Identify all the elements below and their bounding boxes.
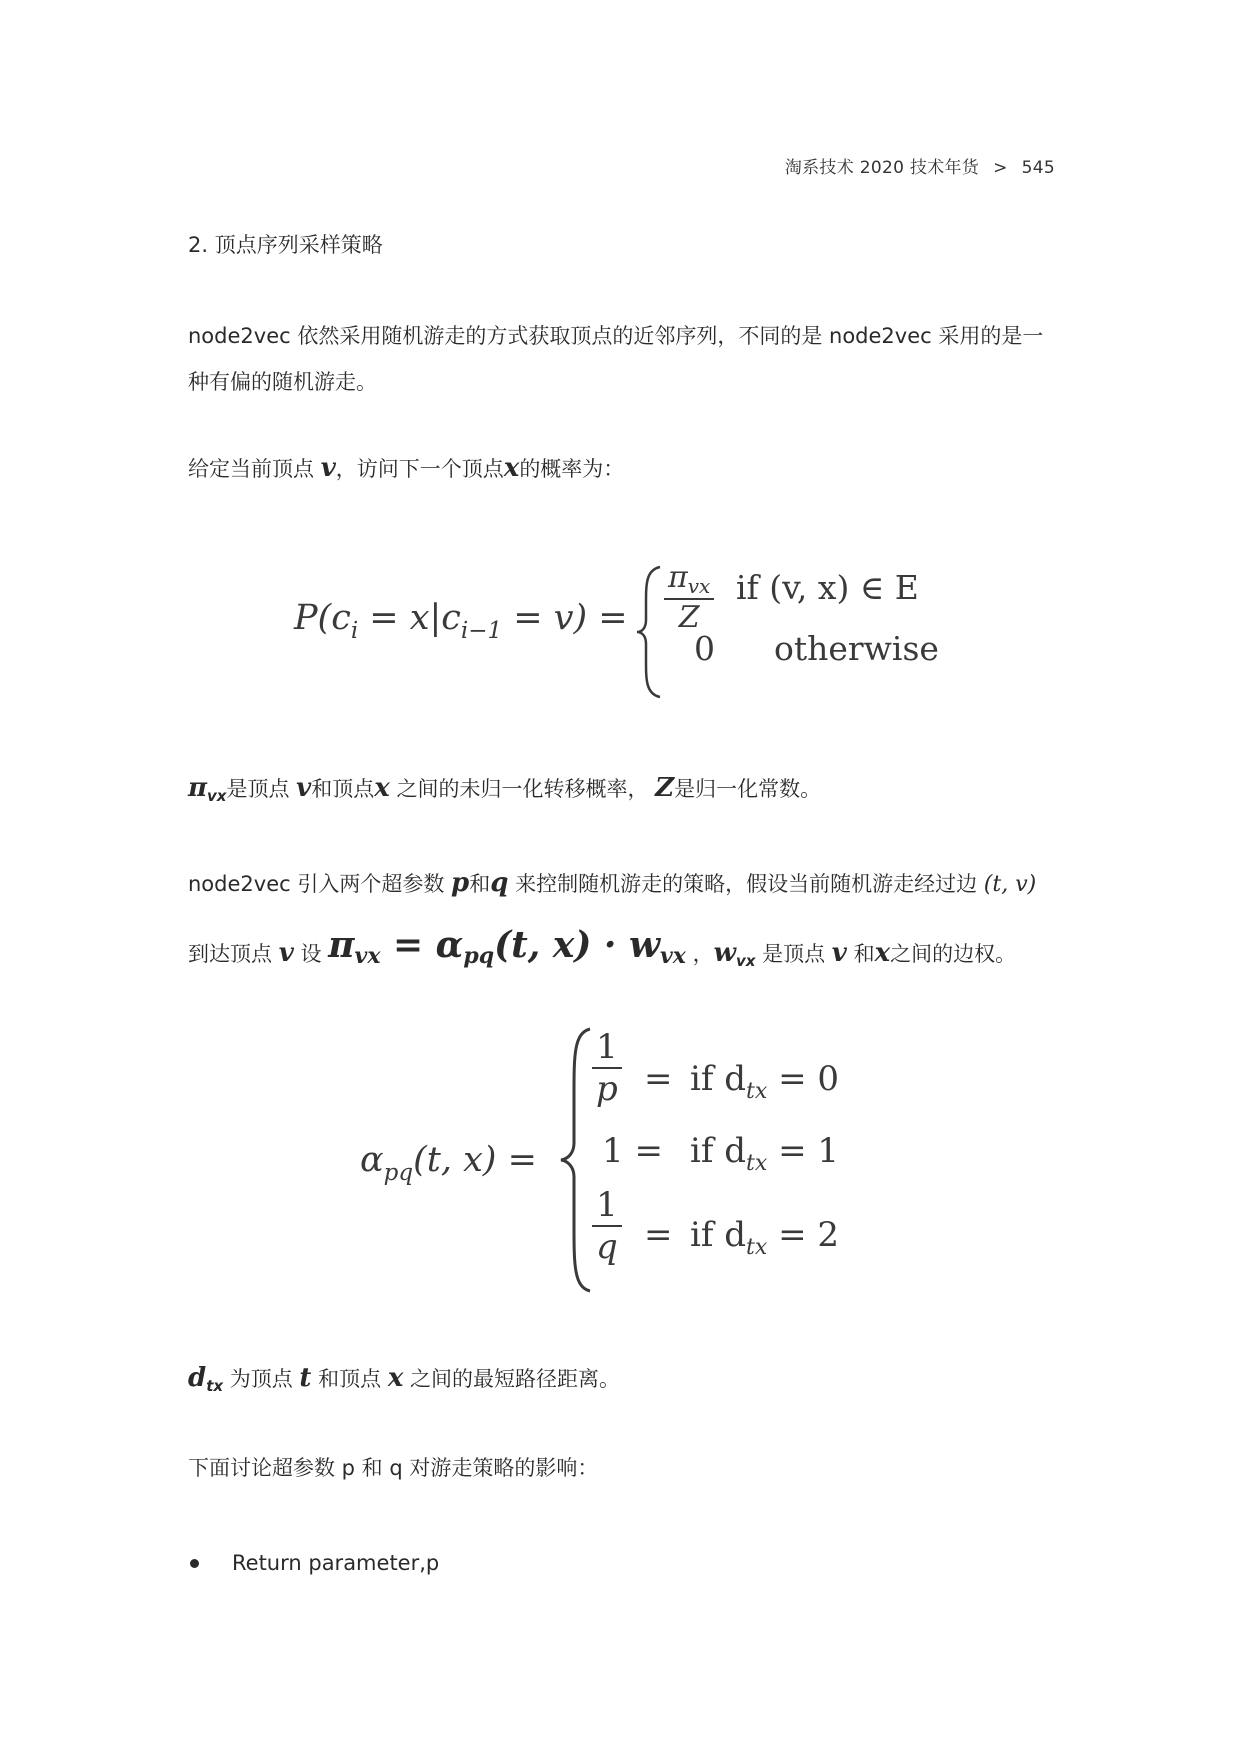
eq1-frac-num: [664, 560, 714, 600]
eq2-lhs-args: (t, x) =: [413, 1140, 537, 1180]
eq2-r3-end: = 2: [778, 1215, 840, 1255]
header-separator: >: [993, 158, 1008, 178]
eq2-row2-cond: [690, 1131, 839, 1176]
intro-line-2: 种有偏的随机游走。: [188, 370, 377, 394]
hyper-l2-t2: 设: [300, 942, 322, 966]
eq1-lhs-end: = v) =: [502, 598, 628, 638]
page-header: [785, 153, 1055, 178]
page-number: 545: [1021, 158, 1055, 178]
equation-transition-probability: [294, 560, 954, 700]
var-v: v: [320, 453, 336, 483]
eq2-r3-num: 1: [592, 1185, 622, 1227]
header-title: 淘系技术 2020 技术年货: [784, 158, 980, 178]
hyper-l2-comma: ，: [692, 942, 714, 966]
given-sentence: [188, 445, 624, 492]
dtx-x: x: [387, 1363, 404, 1393]
eq2-r1-sub: tx: [746, 1079, 768, 1104]
pi-desc-v: v: [296, 773, 312, 803]
hyper-l2-x: x: [874, 938, 891, 968]
dtx-t: t: [299, 1363, 312, 1393]
eq1-lhs-mid: = x|c: [358, 598, 461, 638]
hyper-t2: 和: [469, 872, 491, 896]
hyper-edge: (t, v): [983, 872, 1037, 897]
hyper-l2-t3: 是顶点: [762, 942, 826, 966]
pi-symbol: π: [188, 773, 208, 803]
eq2-r1-if: if d: [690, 1059, 747, 1099]
eq2-row3-frac: [592, 1185, 622, 1267]
discussion-sentence: 下面讨论超参数 p 和 q 对游走策略的影响：: [188, 1456, 599, 1480]
given-middle: ，访问下一个顶点: [335, 457, 504, 481]
eq2-r1-end: = 0: [778, 1059, 840, 1099]
hyper-l2-t4: 和: [853, 942, 875, 966]
section-title: 2. 顶点序列采样策略: [188, 233, 383, 257]
eq2-row2-val: 1 =: [602, 1131, 663, 1171]
eq1-case1-cond: if (v, x) ∈ E: [736, 568, 919, 607]
eq2-r2-sub: tx: [746, 1151, 768, 1176]
dtx-t1: 为顶点: [229, 1367, 293, 1391]
dtx-description: [188, 1355, 620, 1409]
eq1-lhs: [294, 598, 628, 644]
hyper-l2-v2: v: [831, 938, 847, 968]
eq2-alpha: α: [360, 1140, 384, 1180]
given-suffix: 的概率为：: [519, 457, 625, 481]
equation-alpha: [360, 1025, 880, 1295]
eq2-r1-num: 1: [592, 1027, 622, 1069]
eq1-pi-sub: vx: [687, 574, 711, 598]
pi-desc-t4: 是归一化常数。: [674, 777, 822, 801]
eq2-r3-frac: [592, 1185, 622, 1267]
hyper-l2-v: v: [278, 938, 294, 968]
var-x: x: [503, 453, 520, 483]
eq2-r3-sub: tx: [746, 1235, 768, 1260]
eq2-lhs: [360, 1140, 537, 1186]
eq1-case2-val: 0: [694, 629, 715, 668]
pi-desc-x: x: [374, 773, 390, 803]
hyper-t3: 来控制随机游走的策略，假设当前随机游走经过边: [515, 872, 978, 896]
formula-alpha-sub: pq: [463, 943, 495, 969]
intro-line-1: node2vec 依然采用随机游走的方式获取顶点的近邻序列，不同的是 node2vec 采用的是一: [188, 324, 1044, 348]
eq1-case1-fraction: [664, 560, 714, 635]
eq2-r2-if: if d: [690, 1131, 747, 1171]
eq2-row1-cond: [690, 1059, 839, 1104]
hyper-w: w: [713, 938, 736, 968]
hyper-p: p: [451, 868, 470, 898]
eq2-r3-if: if d: [690, 1215, 747, 1255]
dtx-t3: 之间的最短路径距离。: [410, 1367, 621, 1391]
formula-pi: π: [328, 924, 355, 966]
eq1-case2-cond: otherwise: [774, 629, 939, 668]
eq1-frac: [664, 560, 714, 635]
bullet-dot: [190, 1559, 199, 1568]
eq2-row1-frac: [592, 1027, 622, 1109]
dtx-d: d: [188, 1363, 207, 1393]
dtx-sub: tx: [206, 1377, 224, 1395]
eq2-alpha-sub: pq: [383, 1160, 414, 1186]
hyper-l2-t1: 到达顶点: [188, 942, 272, 966]
hyper-t1: node2vec 引入两个超参数: [188, 872, 445, 896]
hyper-line-1: [188, 860, 1036, 908]
eq2-row3-eq: =: [644, 1215, 673, 1255]
given-prefix: 给定当前顶点: [188, 457, 314, 481]
eq1-sub-i1: i−1: [460, 618, 503, 644]
hyper-q: q: [490, 868, 509, 898]
eq2-r2-end: = 1: [778, 1131, 840, 1171]
dtx-t2: 和顶点: [318, 1367, 382, 1391]
eq1-pi: π: [668, 560, 688, 595]
formula-args: (t, x) · w: [494, 924, 660, 966]
eq2-row1-eq: =: [644, 1059, 673, 1099]
pi-description: [188, 765, 821, 819]
hyper-line-2: [188, 922, 1016, 984]
pi-sub: vx: [207, 787, 227, 805]
formula-eq: = α: [380, 924, 464, 966]
eq2-r1-den: p: [596, 1069, 618, 1109]
hyper-formula: [328, 924, 686, 969]
eq2-r3-den: q: [596, 1227, 618, 1267]
bullet-text: Return parameter,p: [232, 1551, 440, 1575]
formula-w-sub: vx: [659, 943, 686, 969]
pi-desc-t3: 之间的未归一化转移概率，: [396, 777, 649, 801]
eq1-brace: [634, 564, 664, 700]
pi-desc-t2: 和顶点: [311, 777, 375, 801]
eq2-row3-cond: [690, 1215, 839, 1260]
hyper-l2-t5: 之间的边权。: [890, 942, 1017, 966]
eq1-sub-i: i: [350, 618, 359, 644]
eq1-frac-den: Z: [678, 600, 700, 635]
eq2-brace: [558, 1025, 594, 1295]
eq1-lhs-p: P(c: [294, 598, 351, 638]
pi-desc-t1: 是顶点: [226, 777, 290, 801]
formula-pi-sub: vx: [354, 943, 381, 969]
eq2-r1-frac: [592, 1027, 622, 1109]
pi-desc-z: Z: [655, 773, 675, 803]
hyper-w-sub: vx: [735, 952, 756, 970]
